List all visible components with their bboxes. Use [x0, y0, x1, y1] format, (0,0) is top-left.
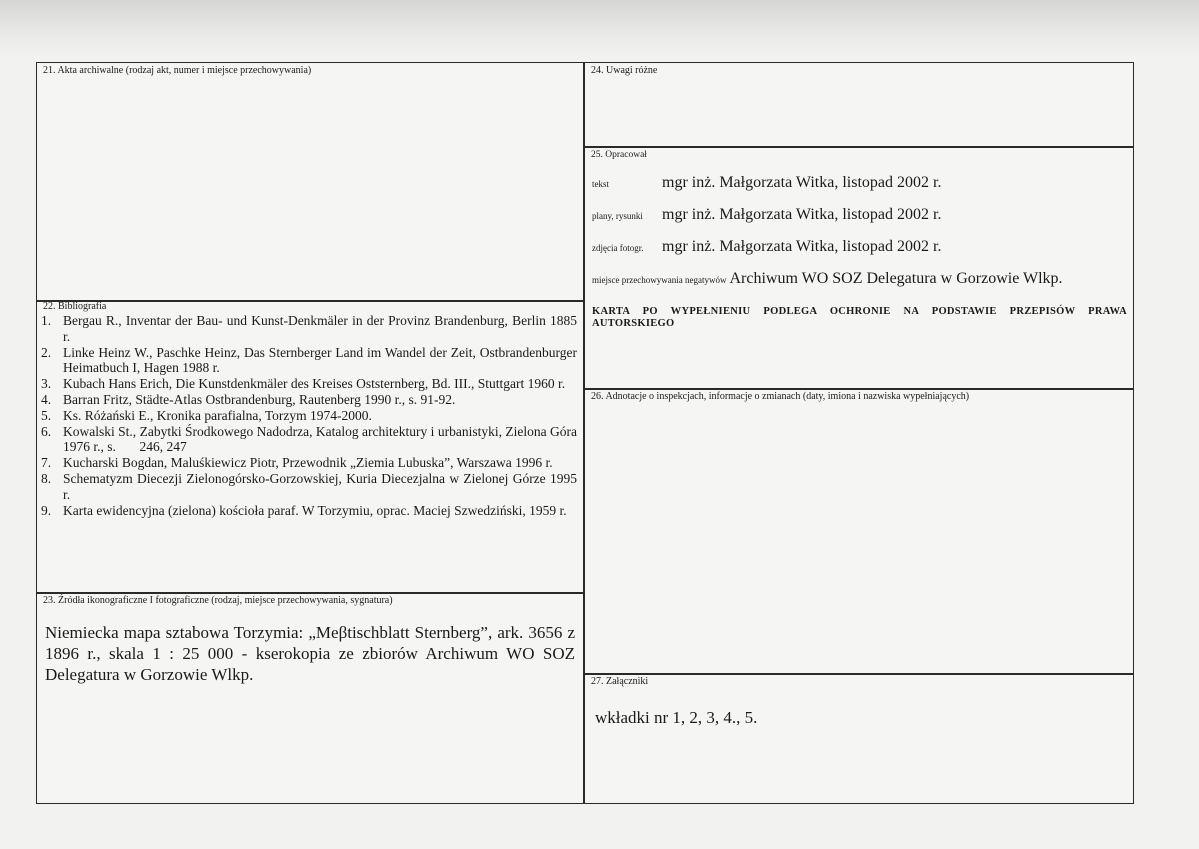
- list-item: [37, 471, 577, 503]
- item-text: Barran Fritz, Städte-Atlas Ostbrandenburg, Rautenberg 1990 r., s. 91-92.: [63, 391, 456, 407]
- list-item: [37, 408, 577, 424]
- bibliography-section: [37, 301, 583, 592]
- iconographic-sources-text: Niemiecka mapa sztabowa Torzymia: „Meβtischblatt Sternberg”, ark. 3656 z 1896 r., skala 1 : 25 000 - kserokopia ze zbiorów Archiwum WO SOZ Delegatura w Gorzowie Wlkp.: [45, 623, 575, 684]
- item-text: Karta ewidencyjna (zielona) kościoła paraf. W Torzymiu, oprac. Maciej Szwedziński, 1959 r.: [63, 502, 567, 518]
- attachments-text: wkładki nr 1, 2, 3, 4., 5.: [595, 708, 758, 727]
- item-text: Kubach Hans Erich, Die Kunstdenkmäler des Kreises Oststernberg, Bd. III., Stuttgart 1960 r.: [63, 376, 566, 392]
- list-item: [37, 392, 577, 408]
- bibliography-label: 22. Bibliografia: [43, 301, 107, 312]
- prepared-by-label: 25. Opracował: [591, 150, 647, 160]
- list-item: [37, 503, 577, 519]
- iconographic-sources-section: [37, 594, 583, 804]
- list-item: [37, 345, 577, 377]
- text-author-row: [592, 174, 941, 192]
- annotations-label: 26. Adnotacje o inspekcjach, informacje o zmianach (daty, imiona i nazwiska wypełniających): [591, 391, 970, 402]
- record-card: [36, 62, 1134, 804]
- scan-background: [0, 0, 1199, 58]
- archival-records-label: 21. Akta archiwalne (rodzaj akt, numer i miejsce przechowywania): [43, 65, 312, 76]
- prepared-by-section: [585, 148, 1133, 388]
- item-number: 1.: [41, 313, 52, 328]
- row-label: plany, rysunki: [592, 211, 643, 221]
- item-text: Bergau R., Inventar der Bau- und Kunst-Denkmäler in der Provinz Brandenburg, Berlin 1885 r.: [63, 313, 577, 344]
- item-text: Linke Heinz W., Paschke Heinz, Das Sternberger Land im Wandel der Zeit, Ostbrandenburger Heimatbuch I, Hagen 1988 r.: [63, 344, 577, 376]
- item-number: 5.: [41, 407, 52, 423]
- list-item: [37, 423, 581, 456]
- copyright-notice: KARTA PO WYPEŁNIENIU PODLEGA OCHRONIE NA PODSTAWIE PRZEPISÓW PRAWA AUTORSKIEGO: [592, 306, 1127, 329]
- row-value: Archiwum WO SOZ Delegatura w Gorzowie Wlkp.: [729, 270, 1063, 287]
- item-text: Schematyzm Diecezji Zielonogórsko-Gorzowskiej, Kuria Diecezjalna w Zielonej Górze 1995 r.: [63, 470, 577, 502]
- item-number: 6.: [41, 423, 52, 439]
- iconographic-sources-label: 23. Źródła ikonograficzne I fotograficzne (rodzaj, miejsce przechowywania, sygnatura): [43, 595, 393, 606]
- remarks-section: [585, 63, 1133, 146]
- row-value: mgr inż. Małgorzata Witka, listopad 2002 r.: [662, 238, 942, 255]
- list-item: [37, 376, 577, 392]
- item-number: 9.: [41, 502, 52, 518]
- item-number: 4.: [41, 391, 52, 407]
- item-text: Kowalski St., Zabytki Środkowego Nadodrza, Katalog architektury i urbanistyki, Zielona Góra 1976 r., s. 246, 247: [63, 423, 581, 455]
- list-item: [37, 313, 577, 345]
- row-label: tekst: [592, 179, 609, 189]
- attachments-section: [585, 675, 1133, 803]
- annotations-section: [585, 390, 1133, 673]
- drawings-author-row: [592, 206, 941, 224]
- archival-records-section: [37, 63, 583, 300]
- list-item: [37, 455, 577, 471]
- remarks-label: 24. Uwagi różne: [591, 65, 658, 76]
- row-value: mgr inż. Małgorzata Witka, listopad 2002 r.: [662, 174, 942, 191]
- item-number: 2.: [41, 344, 52, 360]
- attachments-label: 27. Załączniki: [591, 676, 649, 687]
- item-number: 8.: [41, 470, 52, 486]
- bibliography-list: [37, 313, 581, 518]
- row-label: zdjęcia fotogr.: [592, 243, 644, 253]
- item-text: Ks. Różański E., Kronika parafialna, Torzym 1974-2000.: [63, 407, 372, 423]
- row-label: miejsce przechowywania negatywów: [592, 275, 727, 285]
- row-value: mgr inż. Małgorzata Witka, listopad 2002 r.: [662, 206, 942, 223]
- negatives-storage-row: [592, 270, 1063, 288]
- item-text: Kucharski Bogdan, Maluśkiewicz Piotr, Przewodnik „Ziemia Lubuska”, Warszawa 1996 r.: [63, 455, 553, 471]
- item-number: 3.: [41, 376, 52, 392]
- item-number: 7.: [41, 455, 52, 471]
- photos-author-row: [592, 238, 941, 256]
